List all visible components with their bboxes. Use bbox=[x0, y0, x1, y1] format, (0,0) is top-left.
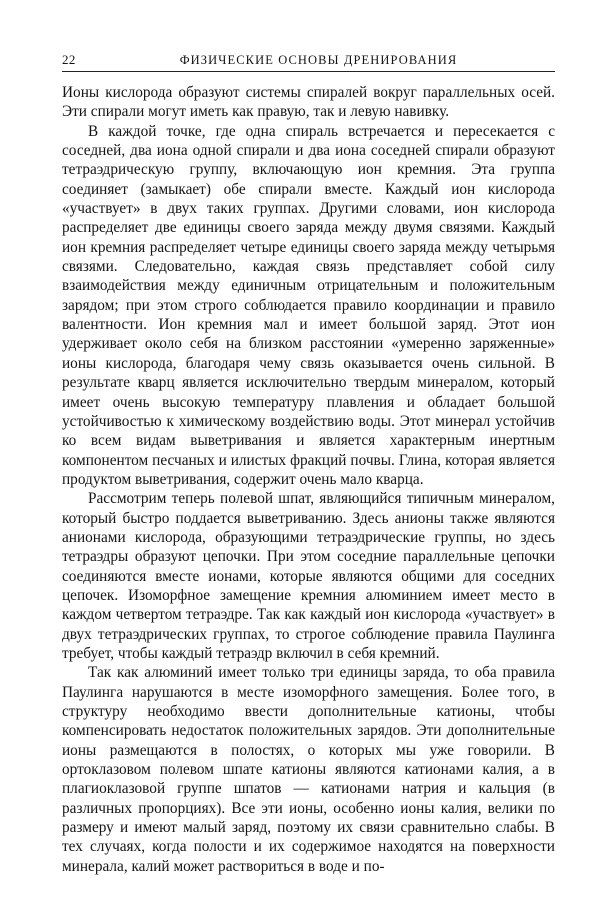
paragraph: Ионы кислорода образуют системы спиралей вокруг параллельных осей. Эти спирали могут иметь как правую, так и левую навивку. bbox=[62, 84, 555, 121]
page-number: 22 bbox=[62, 52, 76, 67]
body-text bbox=[62, 83, 555, 876]
book-page bbox=[62, 52, 555, 876]
paragraph: В каждой точке, где одна спираль встречается и пересекается с соседней, два иона одной спирали и два иона соседней спирали образуют тетраэдрическую группу, включающую ион кремния. Эта группа соединяет (замыкает) обе спирали вместе. Каждый ион кислорода «участвует» в двух таких группах. Другими словами, ион кислорода распределяет две единицы своего заряда между двумя связями. Каждый ион кремния распределяет четыре единицы своего заряда между четырьмя связями. Следовательно, каждая связь представляет собой силу взаимодействия между единичным отрицательным и положительным зарядом; при этом строго соблюдается правило координации и правило валентности. Ион кремния мал и имеет большой заряд. Этот ион удерживает около себя на близком расстоянии «умеренно заряженные» ионы кислорода, благодаря чему связь оказывается очень сильной. В результате кварц является исключительно твердым минералом, который имеет очень высокую температуру плавления и обладает большой устойчивостью к химическому воздействию воды. Этот минерал устойчив ко всем видам выветривания и является характерным инертным компонентом песчаных и илистых фракций почвы. Глина, которая является продуктом выветривания, содержит очень мало кварца. bbox=[62, 122, 555, 488]
paragraph: Рассмотрим теперь полевой шпат, являющийся типичным минералом, который быстро поддается выветриванию. Здесь анионы также являются анионами кислорода, образующими тетраэдрические группы, но здесь тетраэдры образуют цепочки. При этом соседние параллельные цепочки соединяются вместе ионами, которые являются общими для соседних цепочек. Изоморфное замещение кремния алюминием имеет место в каждом четвертом тетраэдре. Так как каждый ион кислорода «участвует» в двух тетраэдрических группах, то строгое соблюдение правила Паулинга требует, чтобы каждый тетраэдр включил в себя кремний. bbox=[62, 490, 555, 662]
running-header bbox=[62, 52, 555, 72]
running-title: ФИЗИЧЕСКИЕ ОСНОВЫ ДРЕНИРОВАНИЯ bbox=[179, 53, 458, 67]
paragraph: Так как алюминий имеет только три единицы заряда, то оба правила Паулинга нарушаются в месте изоморфного замещения. Более того, в структуру необходимо ввести дополнительные катионы, чтобы компенсировать недостаток положительных зарядов. Эти дополнительные ионы размещаются в полостях, о которых мы уже говорили. В ортоклазовом полевом шпате катионы являются катионами калия, а в плагиоклазовой группе шпатов — катионами натрия и кальция (в различных пропорциях). Все эти ионы, особенно ионы калия, велики по размеру и имеют малый заряд, поэтому их связи сравнительно слабы. В тех случаях, когда полости и их содержимое находятся на поверхности минерала, калий может раствориться в воде и по- bbox=[62, 664, 555, 875]
